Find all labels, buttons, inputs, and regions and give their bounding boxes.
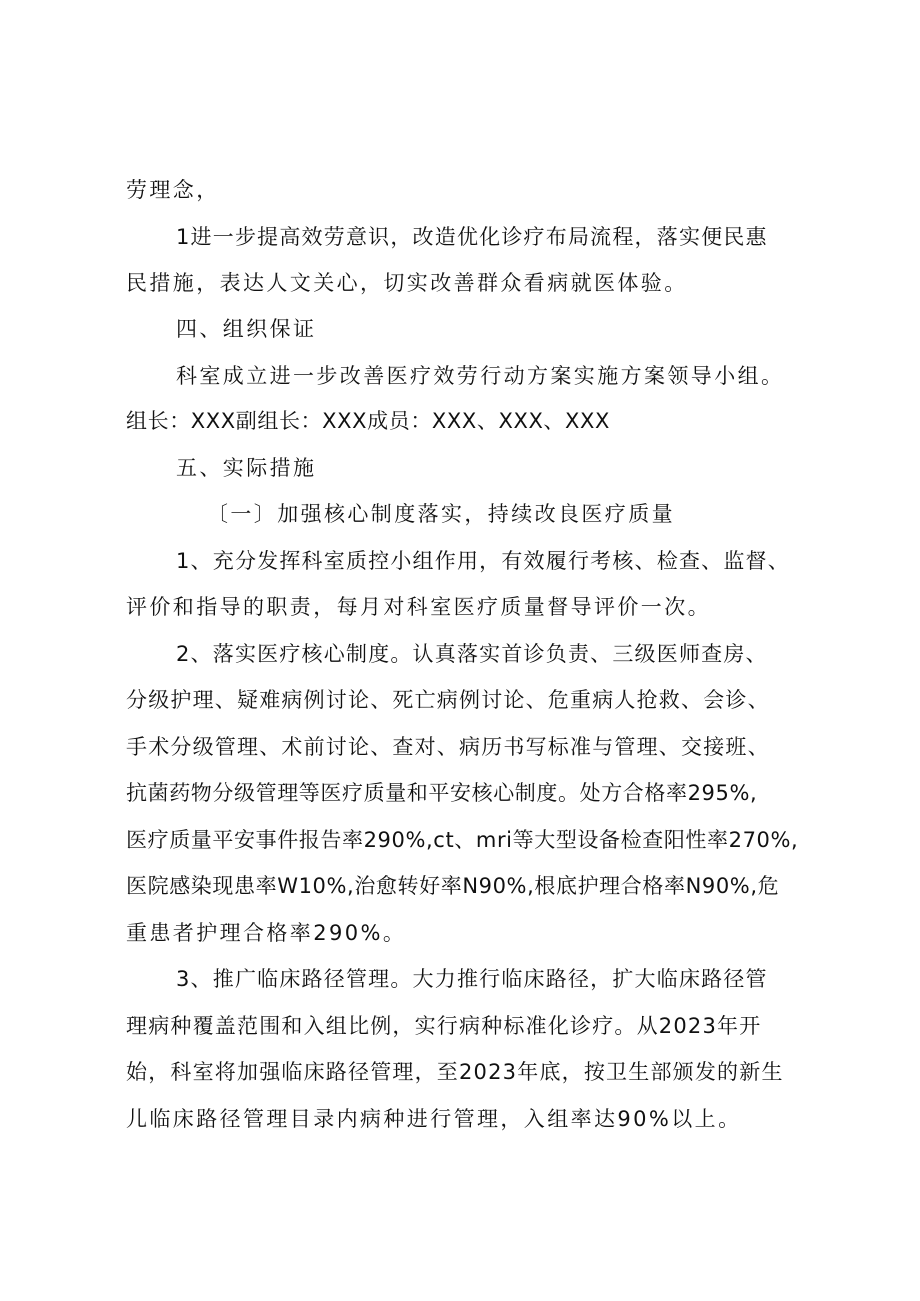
text-line-18: 3、推广临床路径管理。大力推行临床路径，扩大临床路径管 (176, 967, 768, 991)
text-line-14: 抗菌药物分级管理等医疗质量和平安核心制度。处方合格率295%, (126, 781, 758, 805)
text-line-2: 1进一步提高效劳意识，改造优化诊疗布局流程，落实便民惠 (176, 225, 768, 249)
subsection-heading-1: 〔一〕加强核心制度落实，持续改良医疗质量 (207, 502, 675, 526)
text-line-11: 2、落实医疗核心制度。认真落实首诊负责、三级医师查房、 (176, 642, 768, 666)
section-heading-measures: 五、实际措施 (176, 456, 317, 480)
text-line-3: 民措施，表达人文关心，切实改善群众看病就医体验。 (126, 271, 688, 295)
text-line-5: 科室成立进一步改善医疗效劳行动方案实施方案领导小组。 (176, 364, 785, 388)
text-line-13: 手术分级管理、术前讨论、查对、病历书写标准与管理、交接班、 (126, 735, 770, 759)
text-line-19: 理病种覆盖范围和入组比例，实行病种标准化诊疗。从2023年开 (126, 1014, 762, 1038)
text-line-6: 组长：XXX副组长：XXX成员：XXX、XXX、XXX (126, 409, 610, 433)
text-line-20: 始，科室将加强临床路径管理，至2023年底，按卫生部颁发的新生 (126, 1060, 784, 1084)
text-line-9: 1、充分发挥科室质控小组作用，有效履行考核、检查、监督、 (176, 549, 790, 573)
text-line-15: 医疗质量平安事件报告率290%,ct、mri等大型设备检查阳性率270%, (126, 828, 799, 852)
text-line-21: 儿临床路径管理目录内病种进行管理，入组率达90%以上。 (126, 1107, 742, 1131)
text-line-16: 医院感染现患率W10%,治愈转好率N90%,根底护理合格率N90%,危 (126, 874, 780, 898)
text-line-17: 重患者护理合格率290%。 (126, 921, 407, 945)
section-heading-organization: 四、组织保证 (176, 317, 317, 341)
text-line-1: 劳理念， (126, 178, 220, 202)
text-line-10: 评价和指导的职责，每月对科室医疗质量督导评价一次。 (126, 595, 711, 619)
text-line-12: 分级护理、疑难病例讨论、死亡病例讨论、危重病人抢救、会诊、 (126, 688, 770, 712)
